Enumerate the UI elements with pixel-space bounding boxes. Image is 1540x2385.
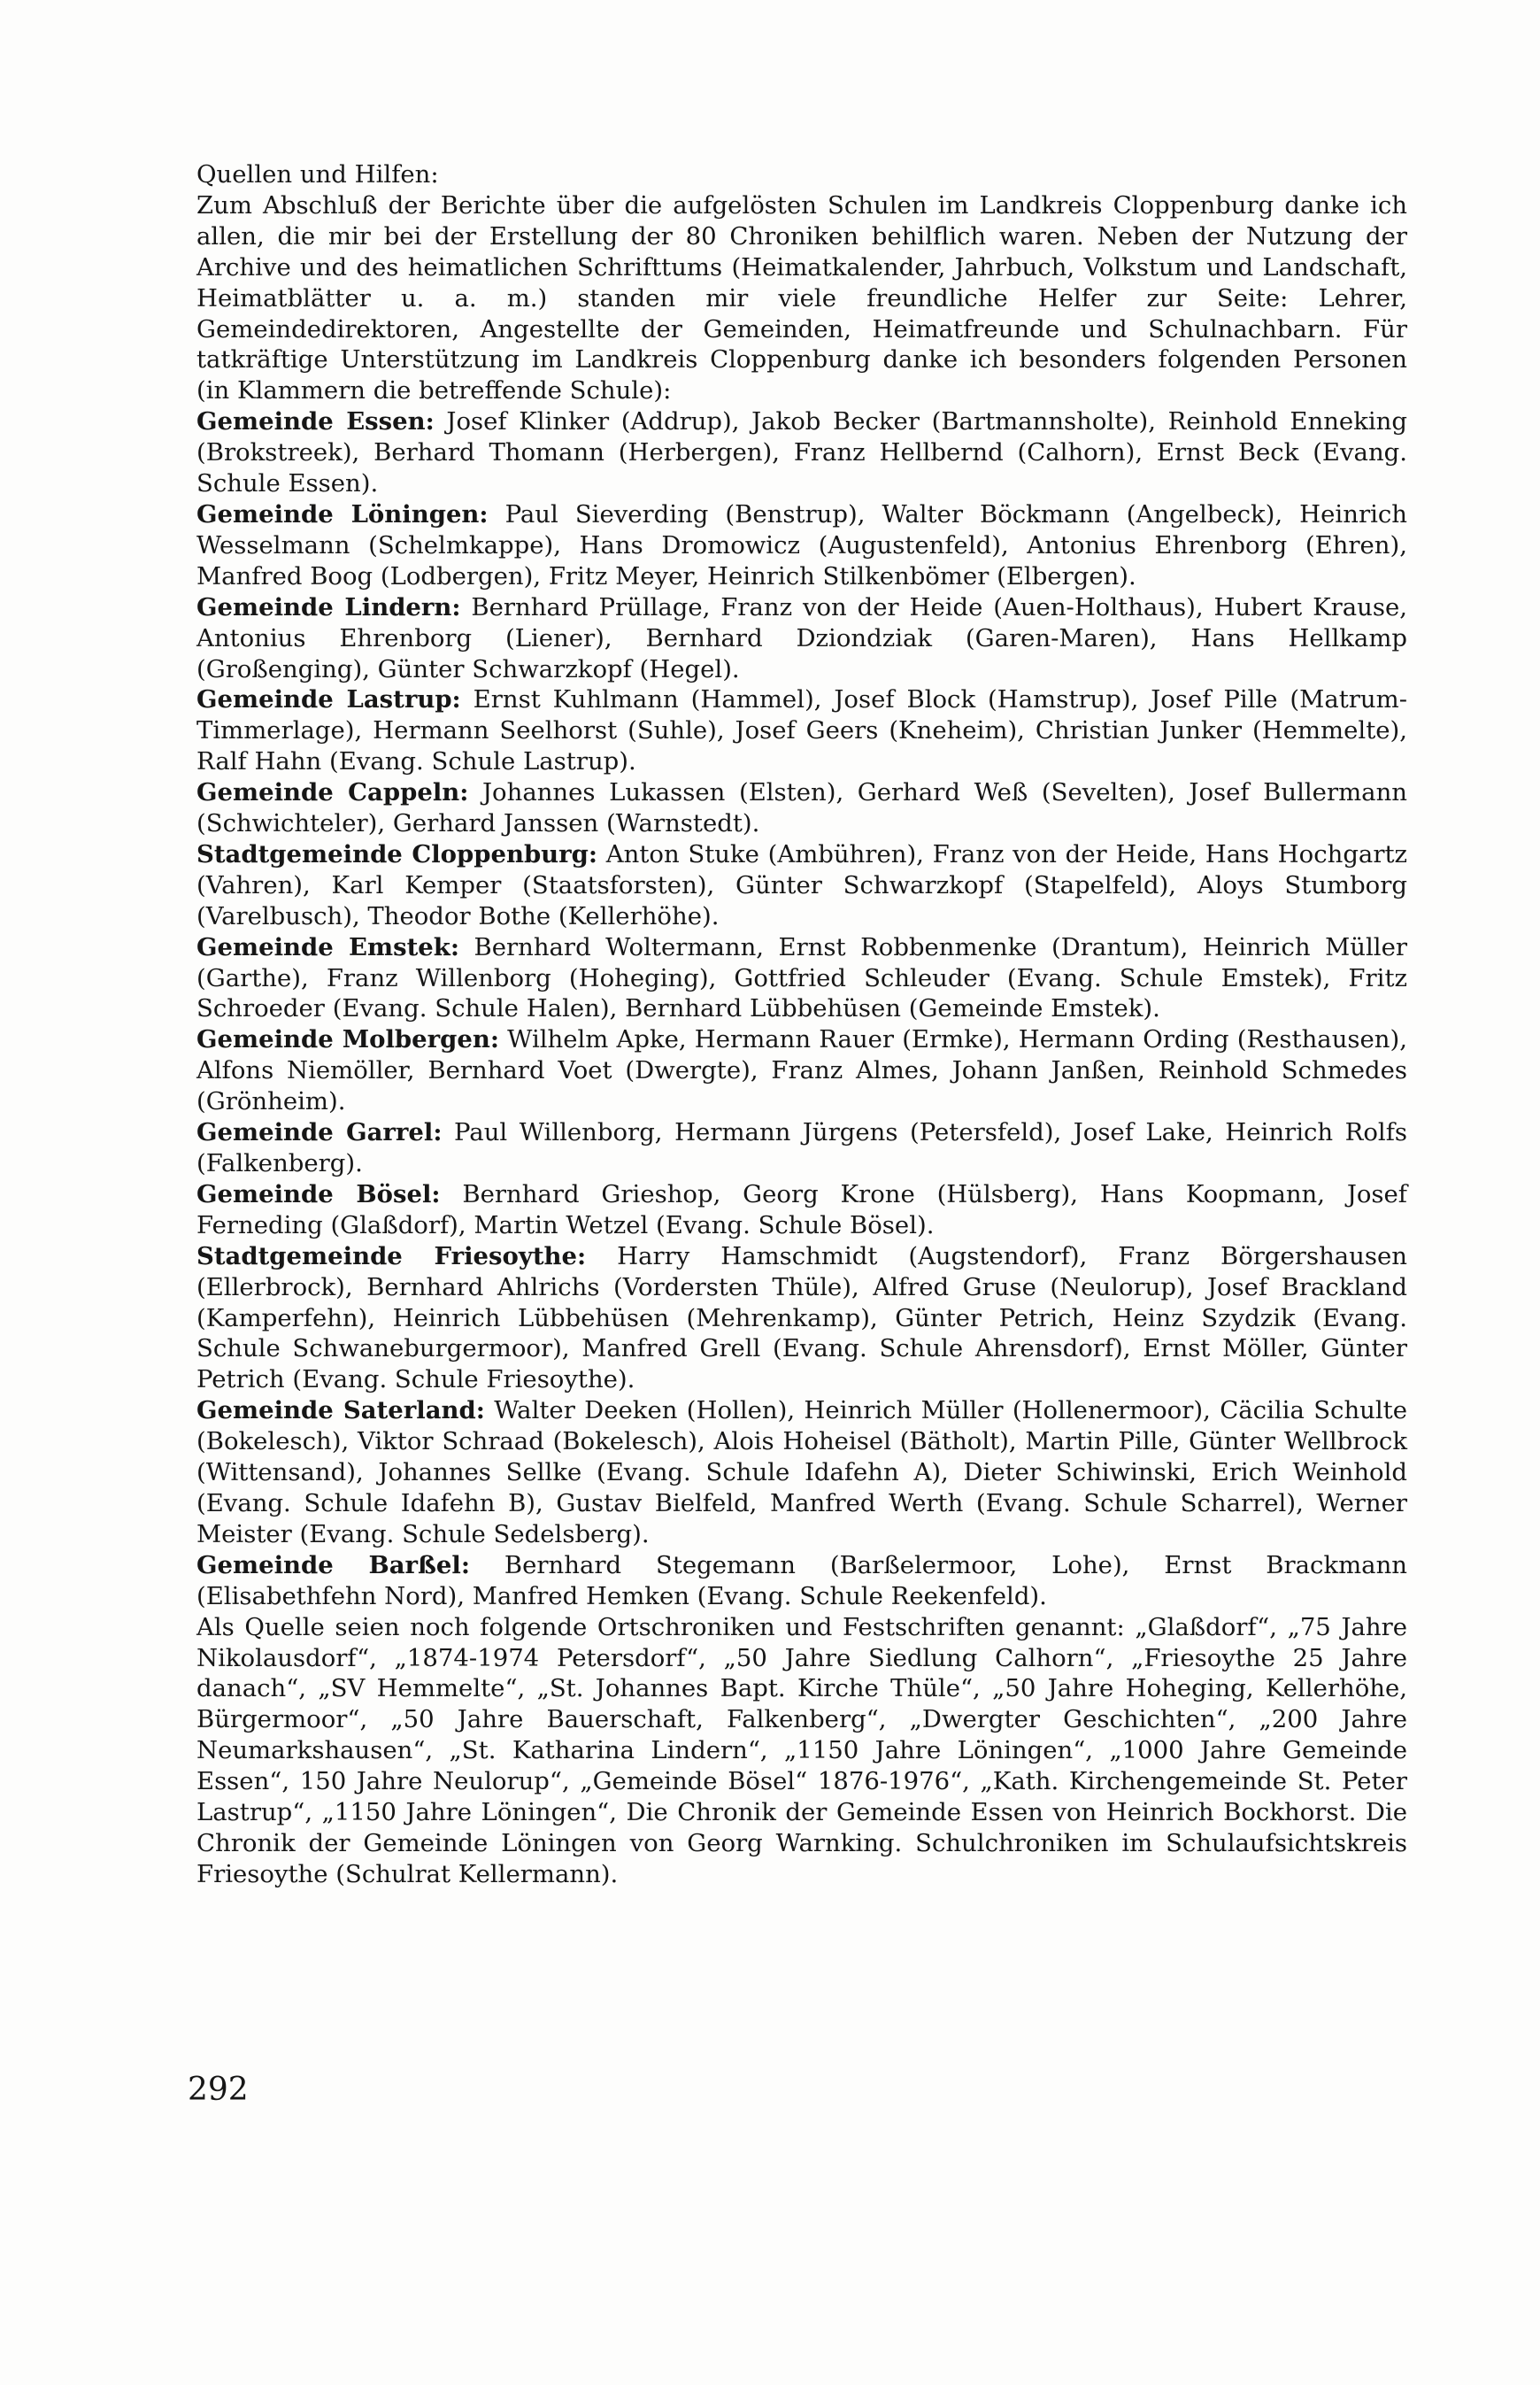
entry-boesel [196,1179,1407,1241]
entry-essen [196,406,1407,499]
municipality-name: Gemeinde Garrel: [196,1118,443,1147]
helper-list: Bernhard Stegemann (Barßelermoor, Lohe), Ernst Brackmann (Elisabethfehn Nord), Manfred Hemken (Evang. Schule Reekenfeld). [196,1550,1408,1610]
municipality-name: Stadtgemeinde Friesoythe: [196,1241,587,1270]
entry-loeningen [196,499,1407,592]
intro-paragraph: Zum Abschluß der Berichte über die aufgelösten Schulen im Landkreis Cloppenburg danke ich allen, die mir bei der Erstellung der 80 Chroniken behilflich waren. Neben der Nutzung der Archive und des heimatlichen Schrifttums (Heimatkalender, Jahrbuch, Volkstum und Landschaft, Heimatblätter u. a. m.) standen mir viele freundliche Helfer zur Seite: Lehrer, Gemeindedirektoren, Angestellte der Gemeinden, Heimatfreunde und Schulnachbarn. Für tatkräftige Unterstützung im Landkreis Cloppenburg danke ich besonders folgenden Personen (in Klammern die betreffende Schule): [196,190,1407,405]
entry-emstek [196,932,1407,1025]
closing-paragraph: Als Quelle seien noch folgende Ortschroniken und Festschriften genannt: „Glaßdorf“, „75 Jahre Nikolausdorf“, „1874-1974 Petersdorf“, „50 Jahre Siedlung Calhorn“, „Friesoythe 25 Jahre danach“, „SV Hemmelte“, „St. Johannes Bapt. Kirche Thüle“, „50 Jahre Hoheging, Kellerhöhe, Bürgermoor“, „50 Jahre Bauerschaft, Falkenberg“, „Dwergter Geschichten“, „200 Jahre Neumarkshausen“, „St. Katharina Lindern“, „1150 Jahre Löningen“, „1000 Jahre Gemeinde Essen“, 150 Jahre Neulorup“, „Gemeinde Bösel“ 1876-1976“, „Kath. Kirchengemeinde St. Peter Lastrup“, „1150 Jahre Löningen“, Die Chronik der Gemeinde Essen von Heinrich Bockhorst. Die Chronik der Gemeinde Löningen von Georg Warnking. Schulchroniken im Schulaufsichtskreis Friesoythe (Schulrat Kellermann). [196,1612,1407,1888]
entry-lindern [196,592,1407,685]
helper-list: Bernhard Grieshop, Georg Krone (Hülsberg), Hans Koopmann, Josef Ferneding (Glaßdorf), Martin Wetzel (Evang. Schule Bösel). [196,1179,1407,1239]
helper-list: Paul Sieverding (Benstrup), Walter Böckmann (Angelbeck), Heinrich Wesselmann (Schelmkappe), Hans Dromowicz (Augustenfeld), Antonius Ehrenborg (Ehren), Manfred Boog (Lodbergen), Fritz Meyer, Heinrich Stilkenbömer (Elbergen). [196,499,1407,590]
entry-garrel [196,1117,1407,1179]
page-number: 292 [188,2072,249,2108]
helper-list: Johannes Lukassen (Elsten), Gerhard Weß (Sevelten), Josef Bullermann (Schwichteler), Gerhard Janssen (Warnstedt). [196,778,1407,838]
entry-lastrup [196,684,1407,777]
helper-list: Josef Klinker (Addrup), Jakob Becker (Bartmannsholte), Reinhold Enneking (Brokstreek), Berhard Thomann (Herbergen), Franz Hellbernd (Calhorn), Ernst Beck (Evang. Schule Essen). [196,407,1407,498]
helper-list: Walter Deeken (Hollen), Heinrich Müller (Hollenermoor), Cäcilia Schulte (Bokelesch), Viktor Schraad (Bokelesch), Alois Hoheisel (Bätholt), Martin Pille, Günter Wellbrock (Wittensand), Johannes Sellke (Evang. Schule Idafehn A), Dieter Schiwinski, Erich Weinhold (Evang. Schule Idafehn B), Gustav Bielfeld, Manfred Werth (Evang. Schule Scharrel), Werner Meister (Evang. Schule Sedelsberg). [196,1396,1407,1548]
entry-cappeln [196,777,1407,839]
municipality-name: Gemeinde Emstek: [196,932,459,961]
entry-friesoythe [196,1241,1407,1396]
entry-saterland [196,1395,1407,1550]
helper-list: Wilhelm Apke, Hermann Rauer (Ermke), Hermann Ording (Resthausen), Alfons Niemöller, Bernhard Voet (Dwergte), Franz Almes, Johann Janßen, Reinhold Schmedes (Grönheim). [196,1025,1407,1116]
municipality-name: Gemeinde Essen: [196,407,435,436]
municipality-name: Gemeinde Lastrup: [196,685,461,714]
body-text [196,159,1407,1890]
entry-molbergen [196,1024,1407,1117]
helper-list: Harry Hamschmidt (Augstendorf), Franz Börgershausen (Ellerbrock), Bernhard Ahlrichs (Vordersten Thüle), Alfred Gruse (Neulorup), Josef Brackland (Kamperfehn), Heinrich Lübbehüsen (Mehrenkamp), Günter Petrich, Heinz Szydzik (Evang. Schule Schwaneburgermoor), Manfred Grell (Evang. Schule Ahrensdorf), Ernst Möller, Günter Petrich (Evang. Schule Friesoythe). [196,1241,1407,1394]
entry-barssel [196,1550,1407,1612]
entry-cloppenburg [196,839,1407,932]
helper-list: Paul Willenborg, Hermann Jürgens (Petersfeld), Josef Lake, Heinrich Rolfs (Falkenberg). [196,1118,1407,1177]
municipality-name: Gemeinde Lindern: [196,592,461,621]
municipality-name: Gemeinde Cappeln: [196,778,469,807]
municipality-name: Gemeinde Saterland: [196,1396,485,1425]
helper-list: Anton Stuke (Ambühren), Franz von der Heide, Hans Hochgartz (Vahren), Karl Kemper (Staatsforsten), Günter Schwarzkopf (Stapelfeld), Aloys Stumborg (Varelbusch), Theodor Bothe (Kellerhöhe). [196,839,1408,930]
municipality-name: Gemeinde Bösel: [196,1179,441,1208]
municipality-name: Stadtgemeinde Cloppenburg: [196,839,598,868]
municipality-name: Gemeinde Barßel: [196,1550,471,1579]
helper-list: Ernst Kuhlmann (Hammel), Josef Block (Hamstrup), Josef Pille (Matrum-Timmerlage), Hermann Seelhorst (Suhle), Josef Geers (Kneheim), Christian Junker (Hemmelte), Ralf Hahn (Evang. Schule Lastrup). [196,685,1407,776]
municipality-name: Gemeinde Molbergen: [196,1025,500,1054]
municipality-name: Gemeinde Löningen: [196,499,489,529]
section-heading: Quellen und Hilfen: [196,160,439,189]
helper-list: Bernhard Prüllage, Franz von der Heide (Auen-Holthaus), Hubert Krause, Antonius Ehrenborg (Liener), Bernhard Dziondziak (Garen-Maren), Hans Hellkamp (Großenging), Günter Schwarzkopf (Hegel). [196,592,1407,683]
helper-list: Bernhard Woltermann, Ernst Robbenmenke (Drantum), Heinrich Müller (Garthe), Franz Willenborg (Hoheging), Gottfried Schleuder (Evang. Schule Emstek), Fritz Schroeder (Evang. Schule Halen), Bernhard Lübbehüsen (Gemeinde Emstek). [196,932,1407,1023]
